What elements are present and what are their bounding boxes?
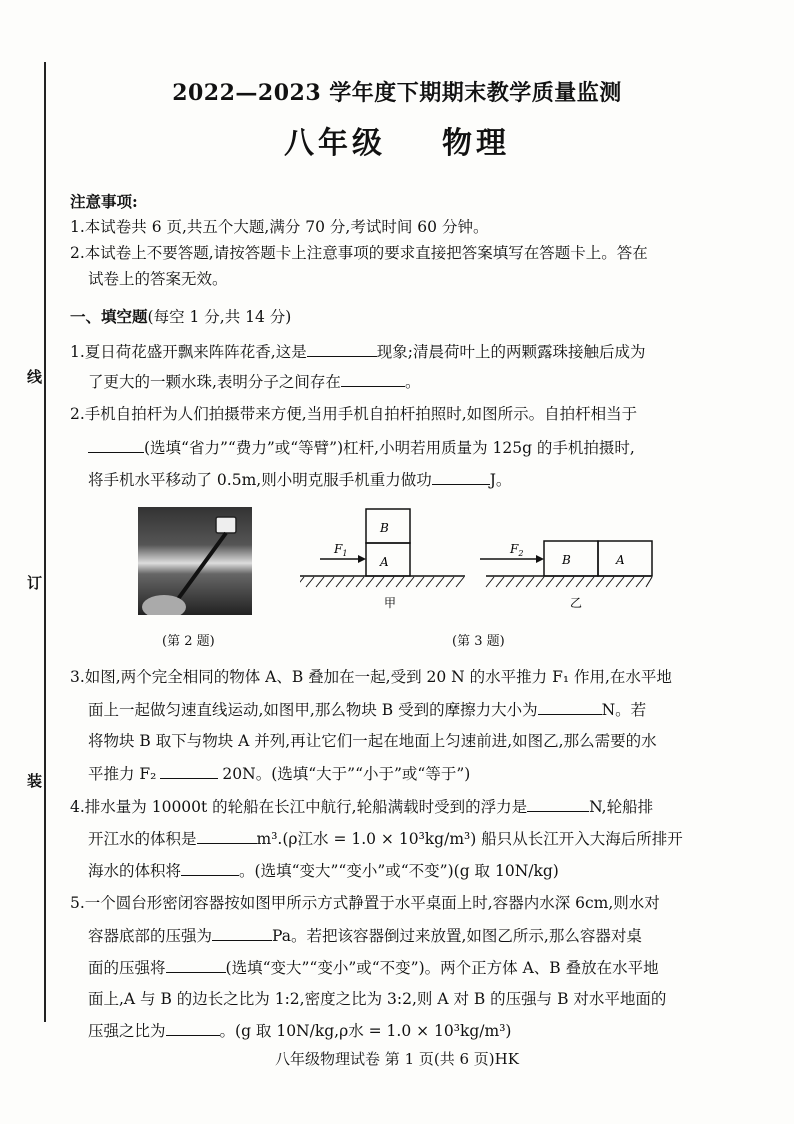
section-heading <box>70 308 291 326</box>
question-5-line-4: 面上,A 与 B 的边长之比为 1:2,密度之比为 3:2,则 A 对 B 的压强与 B 对水平地面的 <box>88 990 667 1008</box>
answer-blank[interactable] <box>307 342 377 357</box>
notice-item-2: 2.本试卷上不要答题,请按答题卡上注意事项的要求直接把答案填写在答题卡上。答在 <box>70 244 648 262</box>
question-5-line-2 <box>88 926 642 945</box>
q4-text-d: m³.(ρ江水 = 1.0 × 10³kg/m³) 船只从长江开入大海后所排开 <box>256 830 683 848</box>
question-5-line-5 <box>88 1021 511 1040</box>
notice-item-2-cont: 试卷上的答案无效。 <box>88 270 228 288</box>
label-yi: 乙 <box>570 596 583 610</box>
q5-text-d: 面的压强将 <box>88 959 166 977</box>
exam-title: 2022—2023 学年度下期期末教学质量监测 <box>172 80 622 106</box>
answer-blank[interactable] <box>212 926 272 941</box>
question-3-line-3: 将物块 B 取下与物块 A 并列,再让它们一起在地面上匀速前进,如图乙,那么需要的水 <box>88 732 657 750</box>
question-3-line-1: 3.如图,两个完全相同的物体 A、B 叠加在一起,受到 20 N 的水平推力 F₁ 作用,在水平地 <box>70 668 672 686</box>
q5-text-g: 压强之比为 <box>88 1022 166 1040</box>
q3-text-f: 20N。(选填“大于”“小于”或“等于”) <box>222 765 471 783</box>
answer-blank[interactable] <box>88 438 144 453</box>
grade-label: 八年级 <box>284 126 386 161</box>
q1-text-b: 现象;清晨荷叶上的两颗露珠接触后成为 <box>376 343 646 361</box>
notice-heading: 注意事项: <box>70 192 138 211</box>
q4-text-a: 4.排水量为 10000t 的轮船在长江中航行,轮船满载时受到的浮力是 <box>70 798 528 816</box>
question-1-line-2 <box>88 372 420 391</box>
question-3-line-4 <box>88 764 470 783</box>
q2-text-d: J。 <box>489 471 512 489</box>
label-b-jia: B <box>380 521 389 535</box>
q3-text-b: 面上一起做匀速直线运动,如图甲,那么物块 B 受到的摩擦力大小为 <box>88 701 538 719</box>
question-2-line-2 <box>88 438 635 457</box>
answer-blank[interactable] <box>166 1021 220 1036</box>
figure-2-caption: (第 2 题) <box>162 634 215 649</box>
q3-text-e: 平推力 F₂ <box>88 765 157 783</box>
exam-subtitle <box>0 118 794 162</box>
figure-3-diagram <box>300 505 660 615</box>
q4-text-f: 。(选填“变大”“变小”或“不变”)(g 取 10N/kg) <box>239 862 559 880</box>
q4-text-c: 开江水的体积是 <box>88 830 197 848</box>
question-4-line-2 <box>88 829 683 848</box>
q4-text-e: 海水的体积将 <box>88 862 182 880</box>
binding-line <box>44 62 46 1022</box>
figure-3-caption: (第 3 题) <box>452 634 505 649</box>
answer-blank[interactable] <box>538 700 602 715</box>
q2-text-c: 将手机水平移动了 0.5m,则小明克服手机重力做功 <box>88 471 432 489</box>
question-2-line-1: 2.手机自拍杆为人们拍摄带来方便,当用手机自拍杆拍照时,如图所示。自拍杆相当于 <box>70 405 638 423</box>
binding-label-zhuang: 装 <box>27 772 43 790</box>
question-2-line-3 <box>88 470 511 489</box>
q5-text-c: Pa。若把该容器倒过来放置,如图乙所示,那么容器对桌 <box>272 927 642 945</box>
label-jia: 甲 <box>384 596 397 610</box>
question-4-line-3 <box>88 861 559 880</box>
answer-blank[interactable] <box>341 372 405 387</box>
section-note: (每空 1 分,共 14 分) <box>147 308 292 326</box>
arrowhead-f1 <box>358 555 366 563</box>
q1-text-a: 1.夏日荷花盛开飘来阵阵花香,这是 <box>70 343 307 361</box>
question-1-line-1 <box>70 342 645 361</box>
q2-text-b: (选填“省力”“费力”或“等臂”)杠杆,小明若用质量为 125g 的手机拍摄时, <box>144 439 635 457</box>
page-footer: 八年级物理试卷 第 1 页(共 6 页)HK <box>275 1050 519 1068</box>
notice-item-1: 1.本试卷共 6 页,共五个大题,满分 70 分,考试时间 60 分钟。 <box>70 218 489 236</box>
q5-text-b: 容器底部的压强为 <box>88 927 213 945</box>
answer-blank[interactable] <box>432 470 490 485</box>
question-5-line-3 <box>88 958 659 977</box>
q5-text-e: (选填“变大”“变小”或“不变”)。两个正方体 A、B 叠放在水平地 <box>225 959 659 977</box>
answer-blank[interactable] <box>527 797 589 812</box>
label-f2: $F_2$ <box>510 542 524 558</box>
binding-label-ding: 订 <box>27 574 43 592</box>
block-a-yi <box>598 541 652 576</box>
q3-text-c: N。若 <box>601 701 647 719</box>
answer-blank[interactable] <box>160 764 218 779</box>
question-4-line-1 <box>70 797 653 816</box>
selfie-stick-photo <box>138 507 252 615</box>
section-title: 一、填空题 <box>70 307 148 326</box>
question-5-line-1: 5.一个圆台形密闭容器按如图甲所示方式静置于水平桌面上时,容器内水深 6cm,则水对 <box>70 894 660 912</box>
q1-text-d: 。 <box>404 373 421 391</box>
binding-label-xian: 线 <box>27 368 43 386</box>
answer-blank[interactable] <box>197 829 257 844</box>
label-f1: $F_1$ <box>334 542 348 558</box>
answer-blank[interactable] <box>181 861 239 876</box>
arrowhead-f2 <box>536 555 544 563</box>
q4-text-b: N,轮船排 <box>589 798 654 816</box>
answer-blank[interactable] <box>166 958 226 973</box>
label-a-jia: A <box>380 555 389 569</box>
label-b-yi: B <box>562 553 571 567</box>
q5-text-h: 。(g 取 10N/kg,ρ水 = 1.0 × 10³kg/m³) <box>219 1022 512 1040</box>
block-b-yi <box>544 541 598 576</box>
q1-text-c: 了更大的一颗水珠,表明分子之间存在 <box>88 373 341 391</box>
label-a-yi: A <box>616 553 625 567</box>
subject-label: 物理 <box>442 126 510 161</box>
question-3-line-2 <box>88 700 646 719</box>
